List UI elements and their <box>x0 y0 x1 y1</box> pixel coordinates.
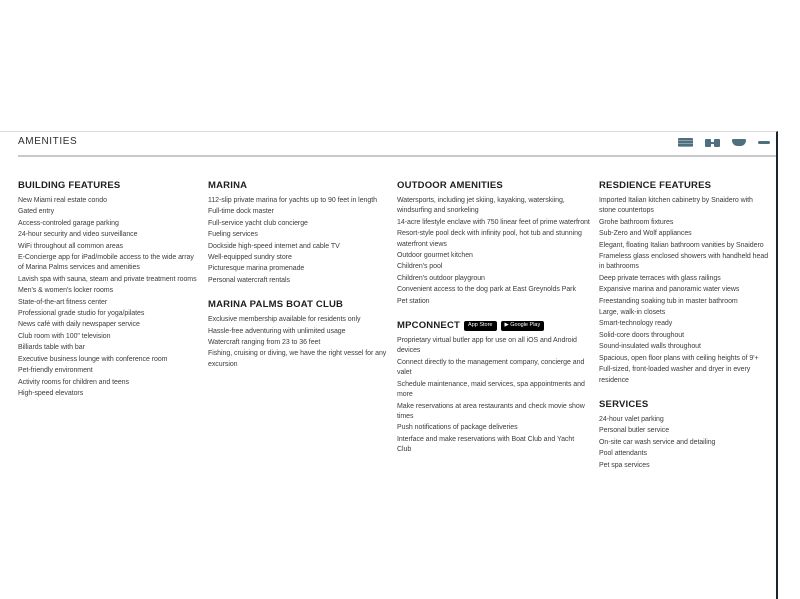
amenity-item: Elegant, floating Italian bathroom vanities by Snaidero <box>599 241 764 249</box>
amenity-item: Full-time dock master <box>208 208 274 216</box>
amenity-item: Grohe bathroom fixtures <box>599 218 674 226</box>
amenity-item: Well-equipped sundry store <box>208 254 292 262</box>
amenity-item: New Miami real estate condo <box>18 197 107 204</box>
amenity-item: Children's outdoor playgroun <box>397 274 485 282</box>
amenity-item: Frameless glass enclosed showers with handheld head in bathrooms <box>599 253 769 271</box>
amenities-list <box>18 196 199 399</box>
amenity-item: Watersports, including jet skiing, kayaking, waterskiing, windsurfing and snorkeling <box>397 197 565 215</box>
amenities-list <box>599 196 769 386</box>
amenity-item: Deep private terraces with glass railings <box>599 274 721 282</box>
amenities-grid <box>18 180 778 472</box>
section-heading: OUTDOOR AMENITIES <box>397 180 503 191</box>
amenities-list <box>397 336 590 455</box>
amenity-item: Outdoor gourmet kitchen <box>397 252 473 260</box>
amenity-item: Solid-core doors throughout <box>599 331 685 339</box>
amenity-item: Billiards table with bar <box>18 344 85 352</box>
section-header-row <box>208 299 388 310</box>
amenity-item: Interface and make reservations with Boat Club and Yacht Club <box>397 435 575 454</box>
amenity-item: Fishing, cruising or diving, we have the right vessel for any excursion <box>208 350 387 368</box>
minimize-icon[interactable] <box>758 141 770 144</box>
amenities-column-4 <box>599 180 769 472</box>
amenities-column-1 <box>18 180 199 400</box>
section-header-row <box>599 180 769 191</box>
amenity-item: Activity rooms for children and teens <box>18 378 129 386</box>
map-icon[interactable] <box>732 139 746 146</box>
amenity-item: Access-controled garage parking <box>18 219 119 227</box>
amenities-section <box>397 180 590 307</box>
amenity-item: Lavish spa with sauna, steam and private treatment rooms <box>18 275 197 283</box>
amenity-item: Personal watercraft rentals <box>208 276 290 284</box>
amenity-item: Sub-Zero and Wolf appliances <box>599 230 692 238</box>
amenity-item: Pool attendants <box>599 450 647 458</box>
section-heading: BUILDING FEATURES <box>18 180 121 191</box>
amenities-list <box>208 196 388 286</box>
section-header-row <box>599 399 769 410</box>
amenity-item: 24-hour security and video surveillance <box>18 231 138 239</box>
amenity-item: Pet-friendly environment <box>18 367 93 375</box>
amenity-item: Smart-technology ready <box>599 320 673 328</box>
amenity-item: WiFi throughout all common areas <box>18 242 123 250</box>
section-heading: SERVICES <box>599 398 649 410</box>
amenity-item: Pet station <box>397 297 430 305</box>
amenities-section <box>208 299 388 370</box>
section-header-row <box>18 180 199 191</box>
header-divider <box>18 155 776 157</box>
virtual-tour-icon[interactable] <box>705 139 720 147</box>
amenity-item: Fueling services <box>208 231 258 239</box>
amenity-item: Resort-style pool deck with infinity pool, hot tub and stunning waterfront views <box>397 230 582 248</box>
amenity-item: Men's & women's locker rooms <box>18 287 114 295</box>
section-header-row <box>397 180 590 191</box>
amenity-item: State-of-the-art fitness center <box>18 298 108 306</box>
amenities-list <box>397 196 590 307</box>
amenity-item: Schedule maintenance, maid services, spa appointments and more <box>397 380 585 399</box>
amenity-item: Make reservations at area restaurants and check movie show times <box>397 402 585 420</box>
amenity-item: Full-service yacht club concierge <box>208 219 308 227</box>
amenity-item: On-site car wash service and detailing <box>599 438 716 446</box>
gallery-icon[interactable] <box>678 138 693 147</box>
amenities-column-2 <box>208 180 388 371</box>
amenity-item: Expansive marina and panoramic water views <box>599 286 740 294</box>
amenity-item: Children's pool <box>397 263 443 271</box>
amenity-item: Proprietary virtual butler app for use on all iOS and Android devices <box>397 337 577 355</box>
amenities-section <box>599 180 769 386</box>
header-toolbar <box>666 138 770 147</box>
section-heading: RESDIENCE FEATURES <box>599 180 712 191</box>
amenity-item: Picturesque marina promenade <box>208 265 305 273</box>
amenities-list <box>599 415 769 471</box>
amenities-section <box>18 180 199 399</box>
amenity-item: Sound-insulated walls throughout <box>599 343 701 351</box>
section-heading: MPCONNECT <box>397 320 461 332</box>
app-store-badge[interactable]: App Store <box>464 321 496 331</box>
amenity-item: Pet spa services <box>599 461 650 469</box>
amenity-item: Hassle-free adventuring with unlimited usage <box>208 327 346 335</box>
amenity-item: 24-hour valet parking <box>599 415 664 423</box>
amenity-item: Exclusive membership available for residents only <box>208 316 361 324</box>
section-header-row <box>208 180 388 191</box>
amenities-section <box>599 399 769 471</box>
google-play-badge[interactable]: ▶ Google Play <box>501 321 545 331</box>
amenities-list <box>208 315 388 370</box>
amenity-item: Watercraft ranging from 23 to 36 feet <box>208 339 321 347</box>
amenity-item: Dockside high-speed internet and cable TV <box>208 242 340 250</box>
amenity-item: Convenient access to the dog park at East Greynolds Park <box>397 286 576 294</box>
amenity-item: Club room with 100" television <box>18 332 111 340</box>
amenity-item: Connect directly to the management company, concierge and valet <box>397 358 585 377</box>
amenity-item: Gated entry <box>18 208 55 216</box>
amenity-item: Imported Italian kitchen cabinetry by Snaidero with stone countertops <box>599 197 753 215</box>
amenity-item: Full-sized, front-loaded washer and dryer in every residence <box>599 366 751 384</box>
amenities-section <box>208 180 388 286</box>
page-title: AMENITIES <box>18 136 78 147</box>
amenity-item: Executive business lounge with conference room <box>18 355 168 363</box>
amenity-item: Spacious, open floor plans with ceiling heights of 9'+ <box>599 354 759 362</box>
amenity-item: High-speed elevators <box>18 389 84 397</box>
section-heading: MARINA <box>208 180 248 191</box>
section-heading: MARINA PALMS BOAT CLUB <box>208 299 344 311</box>
amenity-item: Push notifications of package deliveries <box>397 424 518 432</box>
amenity-item: 112-slip private marina for yachts up to 90 feet in length <box>208 197 377 204</box>
amenities-column-3 <box>397 180 590 457</box>
amenity-item: Personal butler service <box>599 427 670 435</box>
amenity-item: 14-acre lifestyle enclave with 750 linear feet of prime waterfront <box>397 218 590 226</box>
amenity-item: Professional grade studio for yoga/pilates <box>18 310 145 318</box>
amenity-item: Freestanding soaking tub in master bathroom <box>599 297 738 305</box>
amenity-item: E-Concierge app for iPad/mobile access to the wide array of Marina Palms services and amenities <box>18 254 194 272</box>
amenities-section <box>397 320 590 455</box>
amenity-item: News café with daily newspaper service <box>18 321 140 329</box>
amenity-item: Large, walk-in closets <box>599 309 666 317</box>
section-header-row <box>397 320 590 331</box>
